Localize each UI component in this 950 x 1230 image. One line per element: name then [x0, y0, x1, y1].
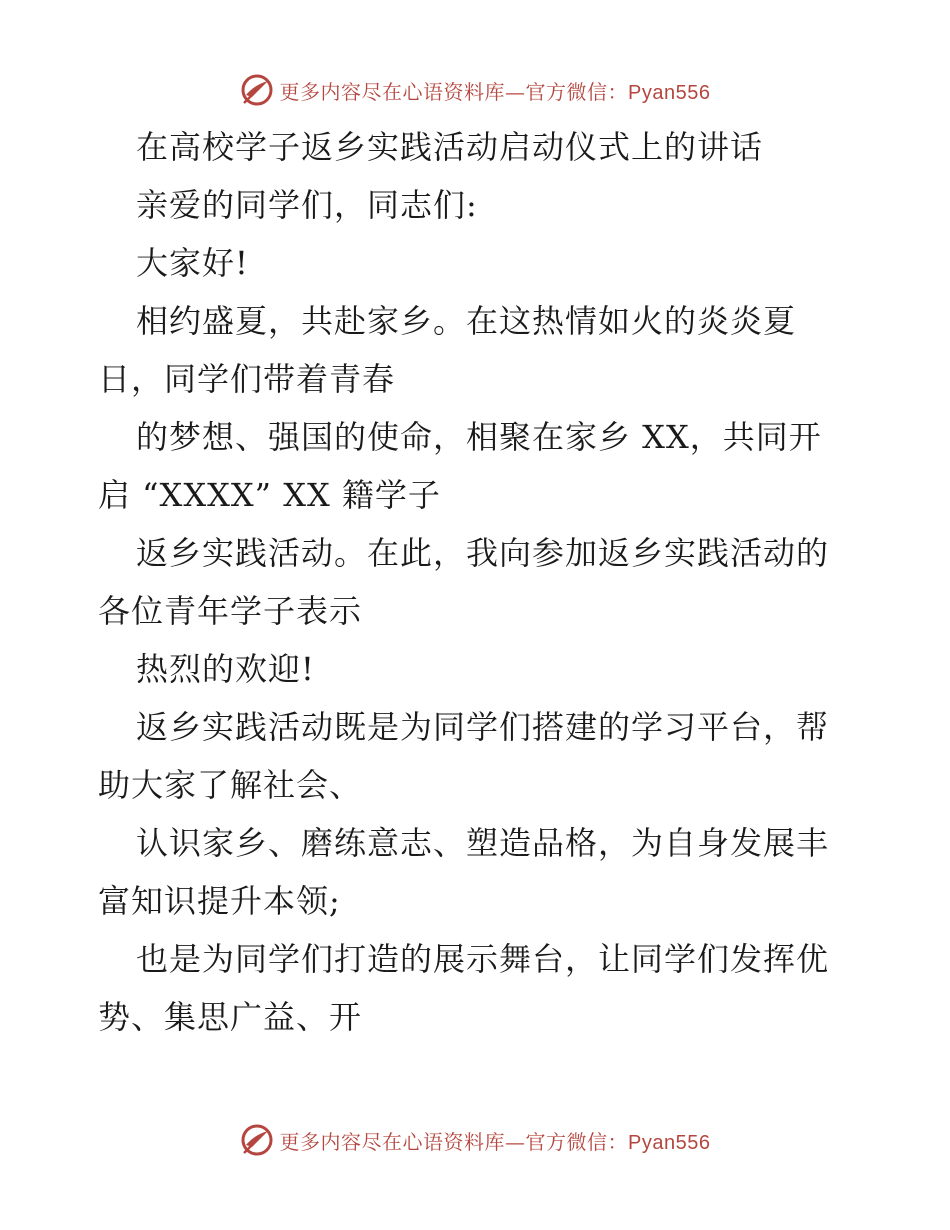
paragraph-line: 日，同学们带着青春	[98, 360, 396, 398]
quill-logo-icon	[240, 1123, 274, 1157]
paragraph-line: 返乡实践活动。在此，我向参加返乡实践活动的	[136, 534, 830, 572]
header-site-name: 更多内容尽在心语资料库	[279, 79, 506, 104]
header-dash: —	[505, 79, 526, 104]
paragraph-line: 也是为同学们打造的展示舞台，让同学们发挥优	[136, 940, 830, 978]
paragraph-line: 势、集思广益、开	[98, 998, 363, 1036]
footer-watermark-text	[280, 1126, 711, 1155]
footer-watermark	[0, 1120, 950, 1160]
paragraph-line: 的梦想、强国的使命，相聚在家乡 XX，共同开	[136, 418, 822, 456]
footer-watermark-inner	[240, 1123, 711, 1157]
header-watermark	[0, 70, 950, 110]
paragraph-line: 热烈的欢迎!	[136, 650, 315, 688]
footer-wechat-id: Pyan556	[628, 1131, 711, 1154]
paragraph-line: 返乡实践活动既是为同学们搭建的学习平台，帮	[136, 708, 830, 746]
paragraph-line: 启 “XXXX” XX 籍学子	[98, 476, 441, 514]
header-watermark-inner	[240, 73, 711, 107]
greeting: 大家好!	[136, 244, 249, 282]
header-wechat-id: Pyan556	[628, 81, 711, 104]
footer-wechat-label: 官方微信：	[525, 1129, 629, 1154]
document-title: 在高校学子返乡实践活动启动仪式上的讲话	[136, 128, 764, 166]
header-wechat-label: 官方微信：	[525, 79, 629, 104]
salutation: 亲爱的同学们，同志们:	[136, 186, 478, 224]
footer-dash: —	[505, 1129, 526, 1154]
paragraph-line: 助大家了解社会、	[98, 766, 363, 804]
paragraph-line: 各位青年学子表示	[98, 592, 363, 630]
paragraph-line: 富知识提升本领;	[98, 882, 341, 920]
paragraph-line: 相约盛夏，共赴家乡。在这热情如火的炎炎夏	[136, 302, 797, 340]
paragraph-line: 认识家乡、磨练意志、塑造品格，为自身发展丰	[136, 824, 830, 862]
document-body	[98, 118, 858, 1046]
quill-logo-icon	[240, 73, 274, 107]
footer-site-name: 更多内容尽在心语资料库	[279, 1129, 506, 1154]
header-watermark-text	[280, 76, 711, 105]
